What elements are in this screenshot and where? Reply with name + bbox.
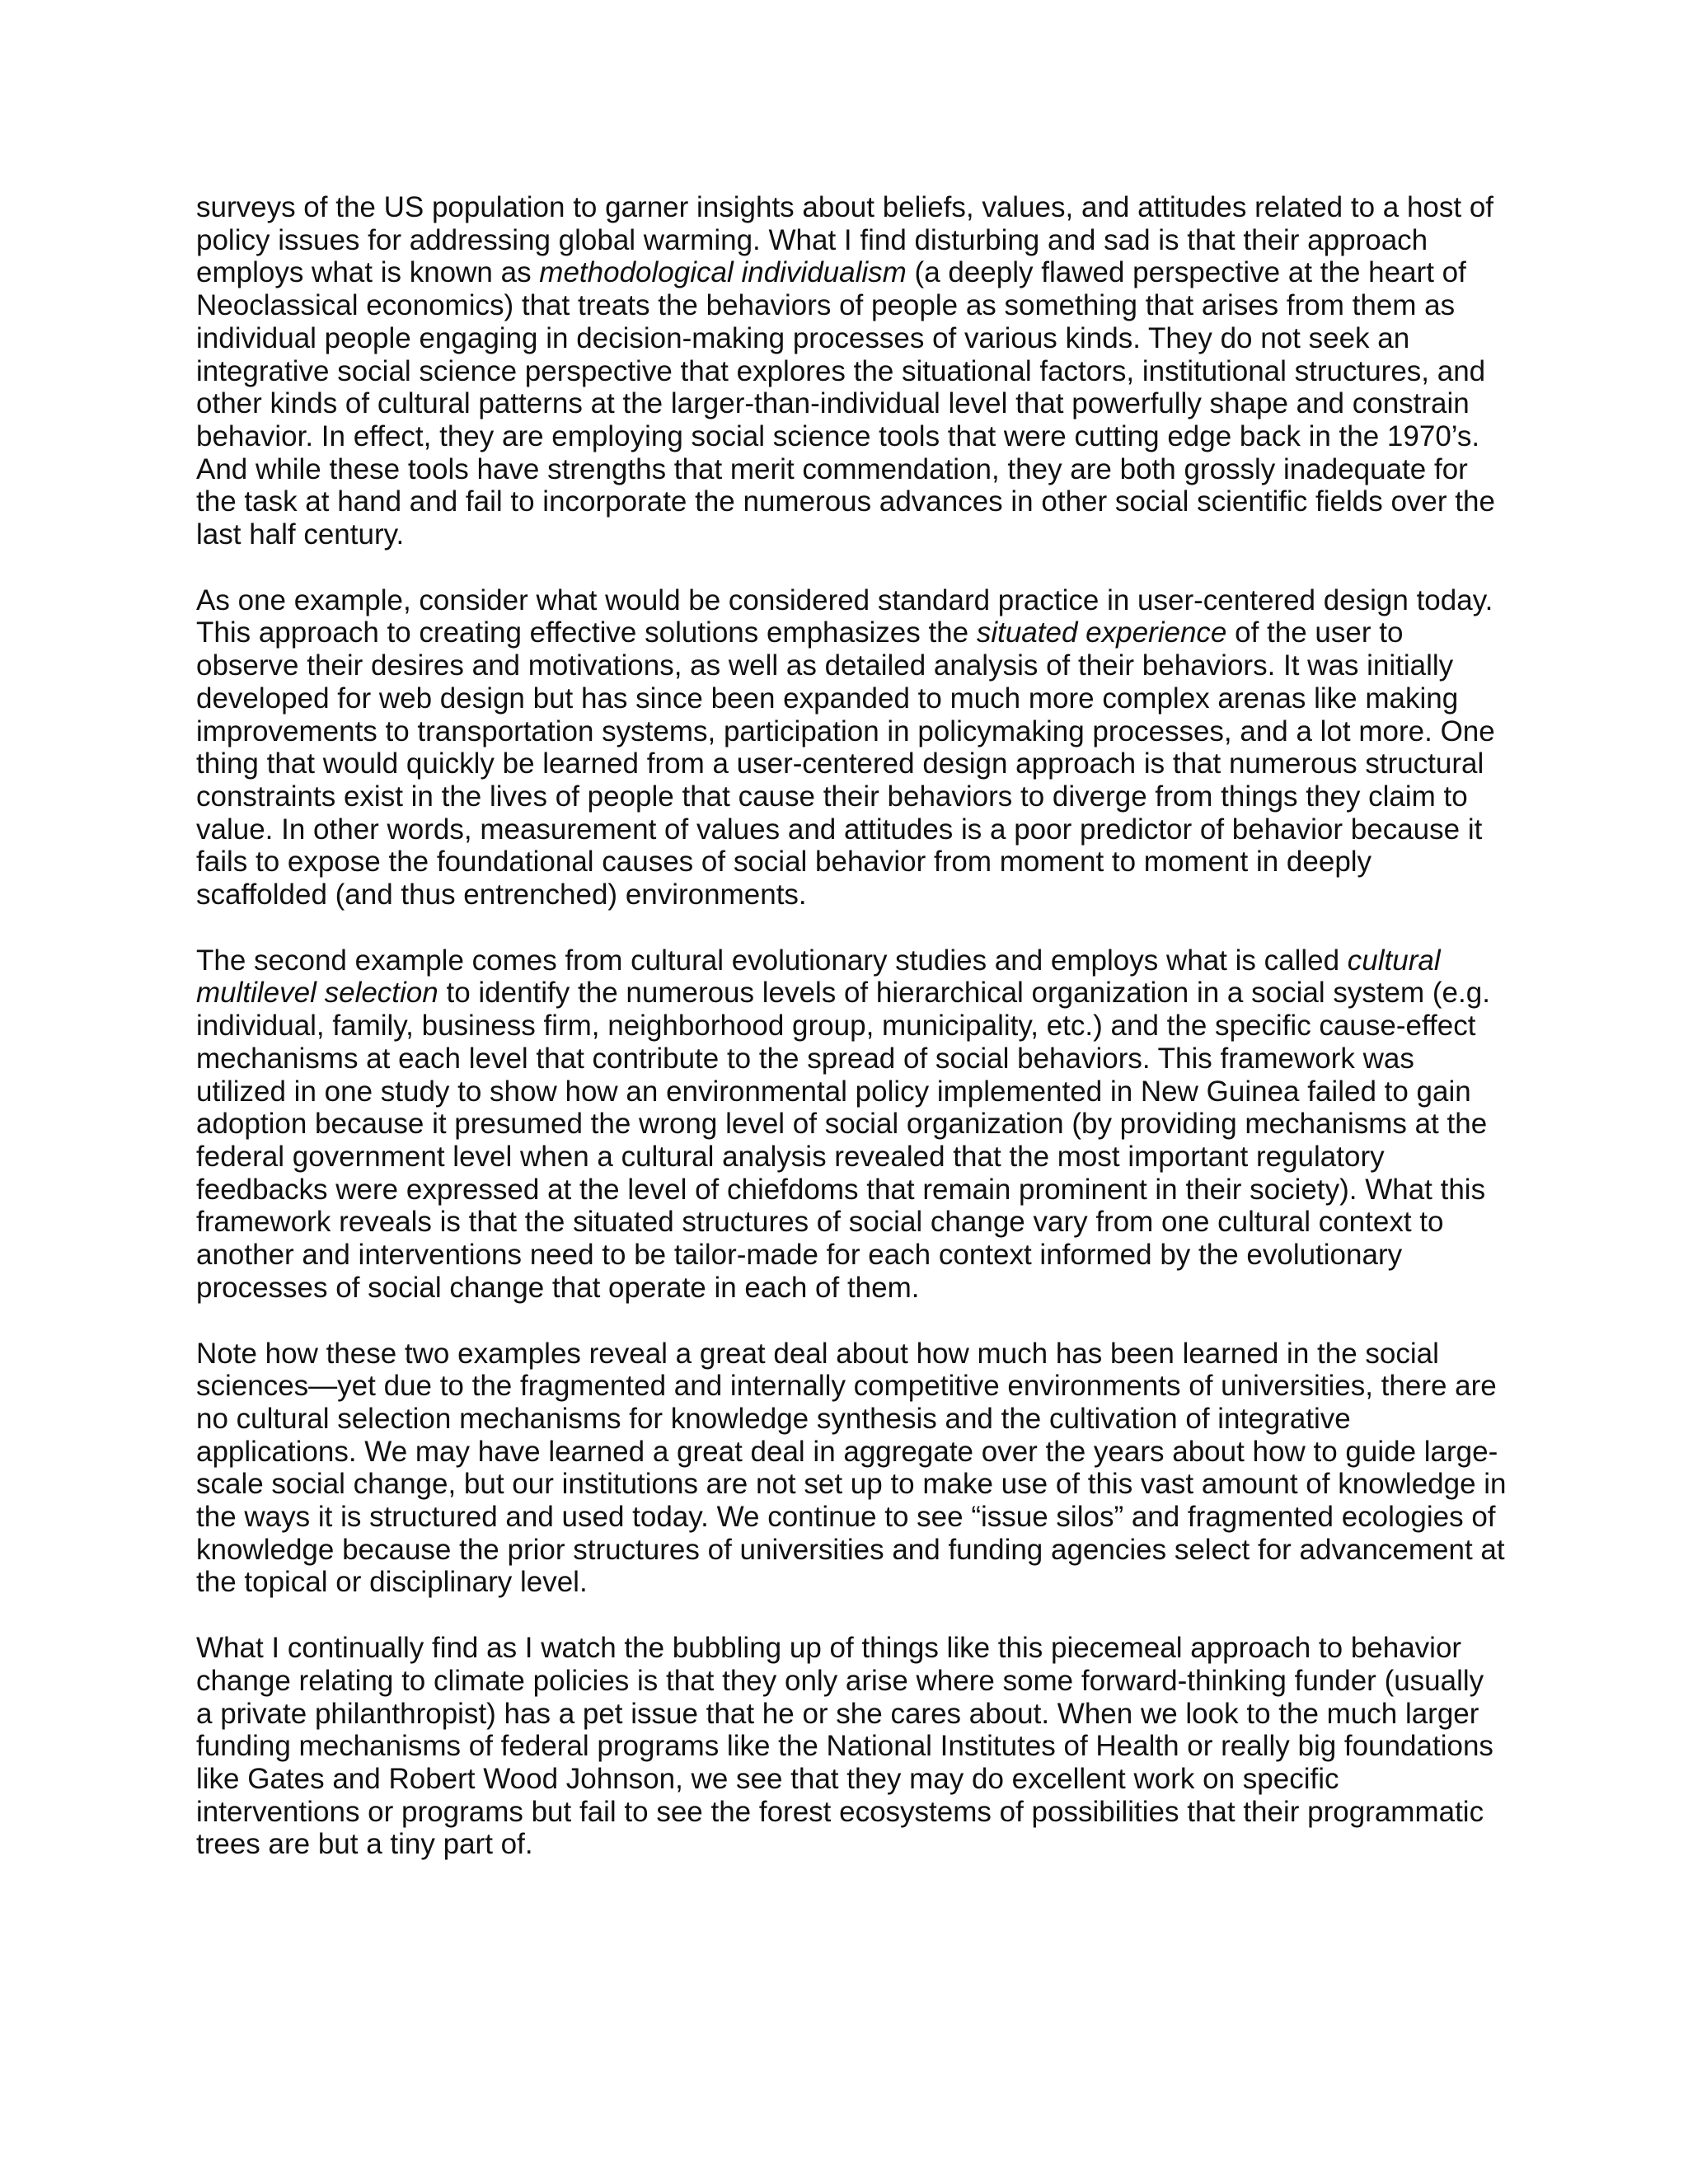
paragraph-1-text-continued: (a deeply flawed perspective at the heart of Neoclassical economics) that treats the behaviors of people as something that arises from them as individual people engaging in decision-making processes of various kinds. They do not seek an integrative social science perspective that explores the situational factors, institutional structures, and other kinds of cultural patterns at the larger-than-individual level that powerfully shape and constrain behavior. In effect, they are employing social science tools that were cutting edge back in the 1970’s. And while these tools have strengths that merit commendation, they are both grossly inadequate for the task at hand and fail to incorporate the numerous advances in other social scientific fields over the last half century.: [196, 256, 1495, 551]
document-page: [196, 191, 1507, 1894]
paragraph-5: [196, 1632, 1507, 1861]
paragraph-3-text: The second example comes from cultural evolutionary studies and employs what is called: [196, 944, 1348, 977]
paragraph-2: [196, 584, 1507, 912]
paragraph-3: [196, 944, 1507, 1305]
paragraph-2-italic-term: situated experience: [976, 616, 1227, 649]
paragraph-5-text: What I continually find as I watch the bubbling up of things like this piecemeal approach to behavior change relating to climate policies is that they only arise where some forward-thinking funder (usually a private philanthropist) has a pet issue that he or she cares about. When we look to the much larger funding mechanisms of federal programs like the National Institutes of Health or really big foundations like Gates and Robert Wood Johnson, we see that they may do excellent work on specific interventions or programs but fail to see the forest ecosystems of possibilities that their programmatic trees are but a tiny part of.: [196, 1632, 1493, 1861]
paragraph-3-italic-term: cultural multilevel selection: [196, 944, 1441, 1010]
paragraph-1-text: surveys of the US population to garner insights about beliefs, values, and attitudes related to a host of policy issues for addressing global warming. What I find disturbing and sad is that their approach employs what is known as: [196, 191, 1494, 289]
paragraph-2-text-continued: of the user to observe their desires and motivations, as well as detailed analysis of their behaviors. It was initially developed for web design but has since been expanded to much more complex arenas like making improvements to transportation systems, participation in policymaking processes, and a lot more. One thing that would quickly be learned from a user-centered design approach is that numerous structural constraints exist in the lives of people that cause their behaviors to diverge from things they claim to value. In other words, measurement of values and attitudes is a poor predictor of behavior because it fails to expose the foundational causes of social behavior from moment to moment in deeply scaffolded (and thus entrenched) environments.: [196, 616, 1495, 912]
paragraph-1: [196, 191, 1507, 551]
paragraph-4: [196, 1338, 1507, 1600]
paragraph-2-text: As one example, consider what would be considered standard practice in user-centered design today. This approach to creating effective solutions emphasizes the: [196, 583, 1493, 649]
paragraph-3-text-continued: to identify the numerous levels of hierarchical organization in a social system (e.g. individual, family, business firm, neighborhood group, municipality, etc.) and the specific cause-effect mechanisms at each level that contribute to the spread of social behaviors. This framework was utilized in one study to show how an environmental policy implemented in New Guinea failed to gain adoption because it presumed the wrong level of social organization (by providing mechanisms at the federal government level when a cultural analysis revealed that the most important regulatory feedbacks were expressed at the level of chiefdoms that remain prominent in their society). What this framework reveals is that the situated structures of social change vary from one cultural context to another and interventions need to be tailor-made for each context informed by the evolutionary processes of social change that operate in each of them.: [196, 977, 1490, 1304]
paragraph-4-text: Note how these two examples reveal a great deal about how much has been learned in the social sciences—yet due to the fragmented and internally competitive environments of universities, there are no cultural selection mechanisms for knowledge synthesis and the cultivation of integrative applications. We may have learned a great deal in aggregate over the years about how to guide large-scale social change, but our institutions are not set up to make use of this vast amount of knowledge in the ways it is structured and used today. We continue to see “issue silos” and fragmented ecologies of knowledge because the prior structures of universities and funding agencies select for advancement at the topical or disciplinary level.: [196, 1337, 1507, 1599]
paragraph-1-italic-term: methodological individualism: [539, 256, 907, 289]
